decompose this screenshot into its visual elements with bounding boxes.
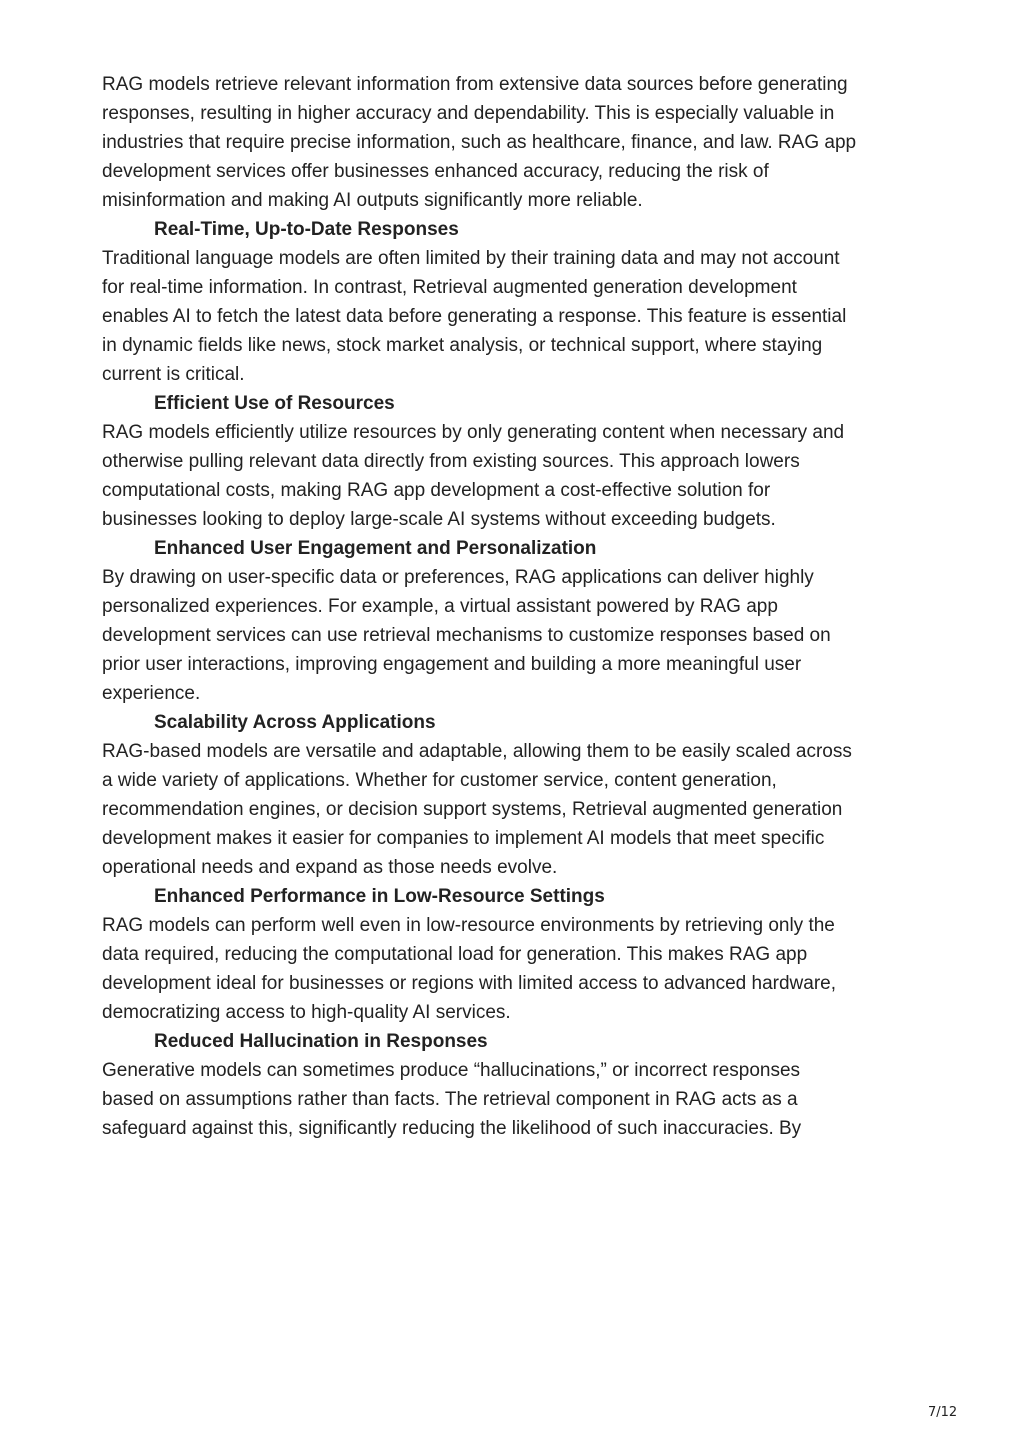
- section-heading-low-resource: Enhanced Performance in Low-Resource Settings: [154, 886, 605, 907]
- page-number: 7/12: [928, 1405, 958, 1420]
- section-heading-efficient-resources: Efficient Use of Resources: [154, 393, 395, 414]
- section-paragraph-efficient-resources: RAG models efficiently utilize resources by only generating content when necessary and otherwise pulling relevant data directly from existing sources. This approach lowers computational costs, making RAG app development a cost-effective solution for businesses looking to deploy large-scale AI systems without exceeding budgets.: [102, 422, 845, 530]
- section-paragraph-reduced-hallucination: Generative models can sometimes produce “hallucinations,” or incorrect responses based on assumptions rather than facts. The retrieval component in RAG acts as a safeguard against this, significantly reducing the likelihood of such inaccuracies. By: [102, 1060, 802, 1139]
- section-paragraph-scalability: RAG-based models are versatile and adaptable, allowing them to be easily scaled across a wide variety of applications. Whether for customer service, content generation, recommendation engines, or decision support systems, Retrieval augmented generation development makes it easier for companies to implement AI models that meet specific operational needs and expand as those needs evolve.: [102, 741, 852, 878]
- section-heading-user-engagement: Enhanced User Engagement and Personalization: [154, 538, 597, 559]
- document-page: [102, 70, 932, 1143]
- section-heading-reduced-hallucination: Reduced Hallucination in Responses: [154, 1031, 488, 1052]
- intro-paragraph: RAG models retrieve relevant information from extensive data sources before generating responses, resulting in higher accuracy and dependability. This is especially valuable in industries that require precise information, such as healthcare, finance, and law. RAG app development services offer businesses enhanced accuracy, reducing the risk of misinformation and making AI outputs significantly more reliable.: [102, 74, 857, 211]
- section-paragraph-user-engagement: By drawing on user-specific data or preferences, RAG applications can deliver highly personalized experiences. For example, a virtual assistant powered by RAG app development services can use retrieval mechanisms to customize responses based on prior user interactions, improving engagement and building a more meaningful user experience.: [102, 567, 831, 704]
- section-paragraph-low-resource: RAG models can perform well even in low-resource environments by retrieving only the data required, reducing the computational load for generation. This makes RAG app development ideal for businesses or regions with limited access to advanced hardware, democratizing access to high-quality AI services.: [102, 915, 837, 1023]
- section-heading-scalability: Scalability Across Applications: [154, 712, 436, 733]
- section-heading-real-time: Real-Time, Up-to-Date Responses: [154, 219, 459, 240]
- section-paragraph-real-time: Traditional language models are often limited by their training data and may not account for real-time information. In contrast, Retrieval augmented generation development enables AI to fetch the latest data before generating a response. This feature is essential in dynamic fields like news, stock market analysis, or technical support, where staying current is critical.: [102, 248, 847, 385]
